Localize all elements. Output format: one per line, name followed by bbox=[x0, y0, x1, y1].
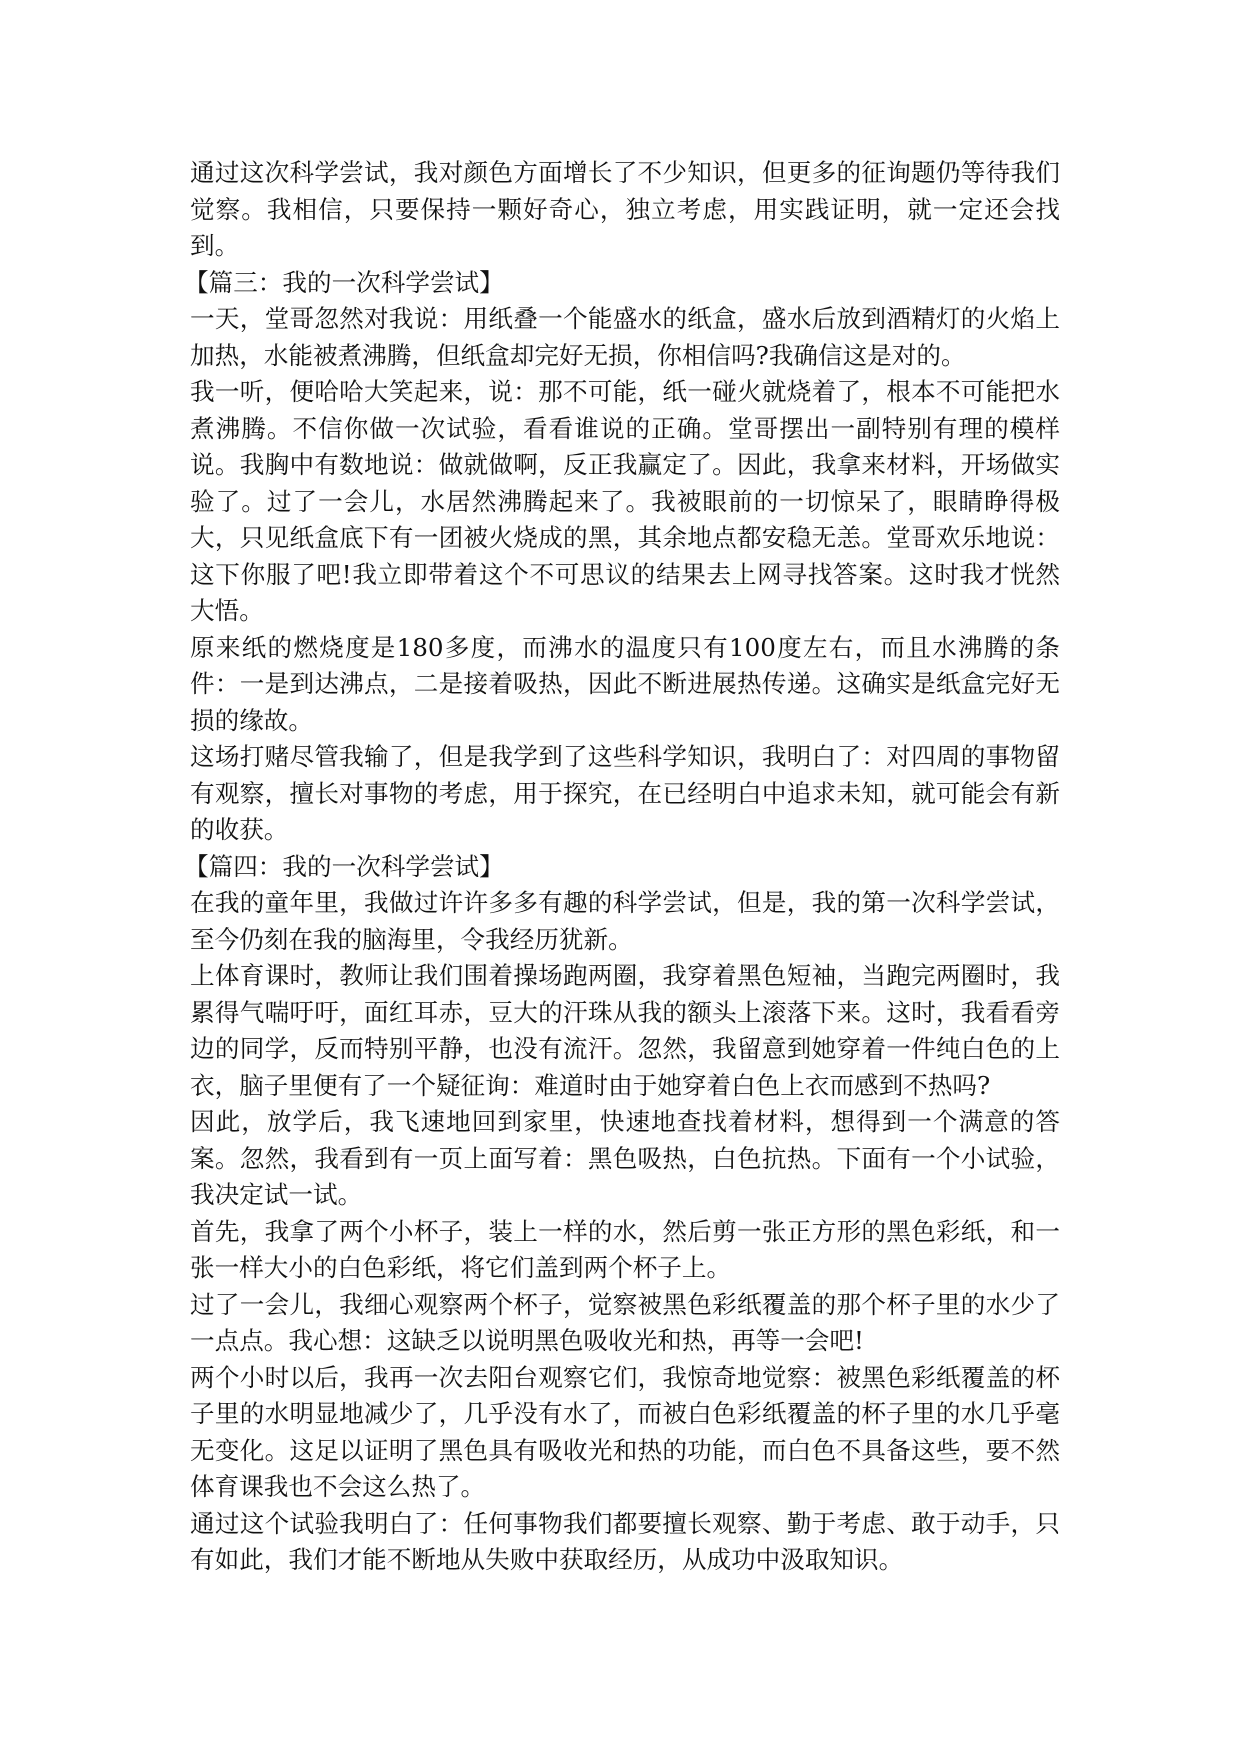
paragraph: 因此，放学后，我飞速地回到家里，快速地查找着材料，想得到一个满意的答案。忽然，我看到有一页上面写着：黑色吸热，白色抗热。下面有一个小试验，我决定试一试。 bbox=[190, 1107, 1060, 1209]
document-page bbox=[184, 155, 1060, 1579]
paragraph: 过了一会儿，我细心观察两个杯子，觉察被黑色彩纸覆盖的那个杯子里的水少了一点点。我心想：这缺乏以说明黑色吸收光和热，再等一会吧! bbox=[190, 1289, 1060, 1355]
paragraph: 上体育课时，教师让我们围着操场跑两圈，我穿着黑色短袖，当跑完两圈时，我累得气喘吁吁，面红耳赤，豆大的汗珠从我的额头上滚落下来。这时，我看看旁边的同学，反而特别平静，也没有流汗。忽然，我留意到她穿着一件纯白色的上衣，脑子里便有了一个疑征询：难道时由于她穿着白色上衣而感到不热吗? bbox=[190, 961, 1060, 1100]
paragraph: 两个小时以后，我再一次去阳台观察它们，我惊奇地觉察：被黑色彩纸覆盖的杯子里的水明显地减少了，几乎没有水了，而被白色彩纸覆盖的杯子里的水几乎毫无变化。这足以证明了黑色具有吸收光和热的功能，而白色不具备这些，要不然体育课我也不会这么热了。 bbox=[190, 1362, 1060, 1501]
paragraph: 在我的童年里，我做过许许多多有趣的科学尝试，但是，我的第一次科学尝试，至今仍刻在我的脑海里，令我经历犹新。 bbox=[190, 888, 1060, 954]
paragraph: 一天，堂哥忽然对我说：用纸叠一个能盛水的纸盒，盛水后放到酒精灯的火焰上加热，水能被煮沸腾，但纸盒却完好无损，你相信吗?我确信这是对的。 bbox=[190, 304, 1060, 370]
paragraph: 通过这次科学尝试，我对颜色方面增长了不少知识，但更多的征询题仍等待我们觉察。我相信，只要保持一颗好奇心，独立考虑，用实践证明，就一定还会找到。 bbox=[190, 158, 1060, 260]
paragraph: 通过这个试验我明白了：任何事物我们都要擅长观察、勤于考虑、敢于动手，只有如此，我们才能不断地从失败中获取经历，从成功中汲取知识。 bbox=[190, 1508, 1060, 1574]
paragraph: 原来纸的燃烧度是180多度，而沸水的温度只有100度左右，而且水沸腾的条件：一是到达沸点，二是接着吸热，因此不断进展热传递。这确实是纸盒完好无损的缘故。 bbox=[190, 632, 1060, 735]
section-heading: 【篇四：我的一次科学尝试】 bbox=[184, 851, 504, 881]
section-heading: 【篇三：我的一次科学尝试】 bbox=[184, 267, 504, 297]
paragraph: 我一听，便哈哈大笑起来，说：那不可能，纸一碰火就烧着了，根本不可能把水煮沸腾。不信你做一次试验，看看谁说的正确。堂哥摆出一副特别有理的模样说。我胸中有数地说：做就做啊，反正我赢定了。因此，我拿来材料，开场做实验了。过了一会儿，水居然沸腾起来了。我被眼前的一切惊呆了，眼睛睁得极大，只见纸盒底下有一团被火烧成的黑，其余地点都安稳无恙。堂哥欢乐地说：这下你服了吧!我立即带着这个不可思议的结果去上网寻找答案。这时我才恍然大悟。 bbox=[190, 377, 1060, 625]
paragraph: 首先，我拿了两个小杯子，装上一样的水，然后剪一张正方形的黑色彩纸，和一张一样大小的白色彩纸，将它们盖到两个杯子上。 bbox=[190, 1216, 1060, 1282]
paragraph: 这场打赌尽管我输了，但是我学到了这些科学知识，我明白了：对四周的事物留有观察，擅长对事物的考虑，用于探究，在已经明白中追求未知，就可能会有新的收获。 bbox=[190, 742, 1060, 844]
